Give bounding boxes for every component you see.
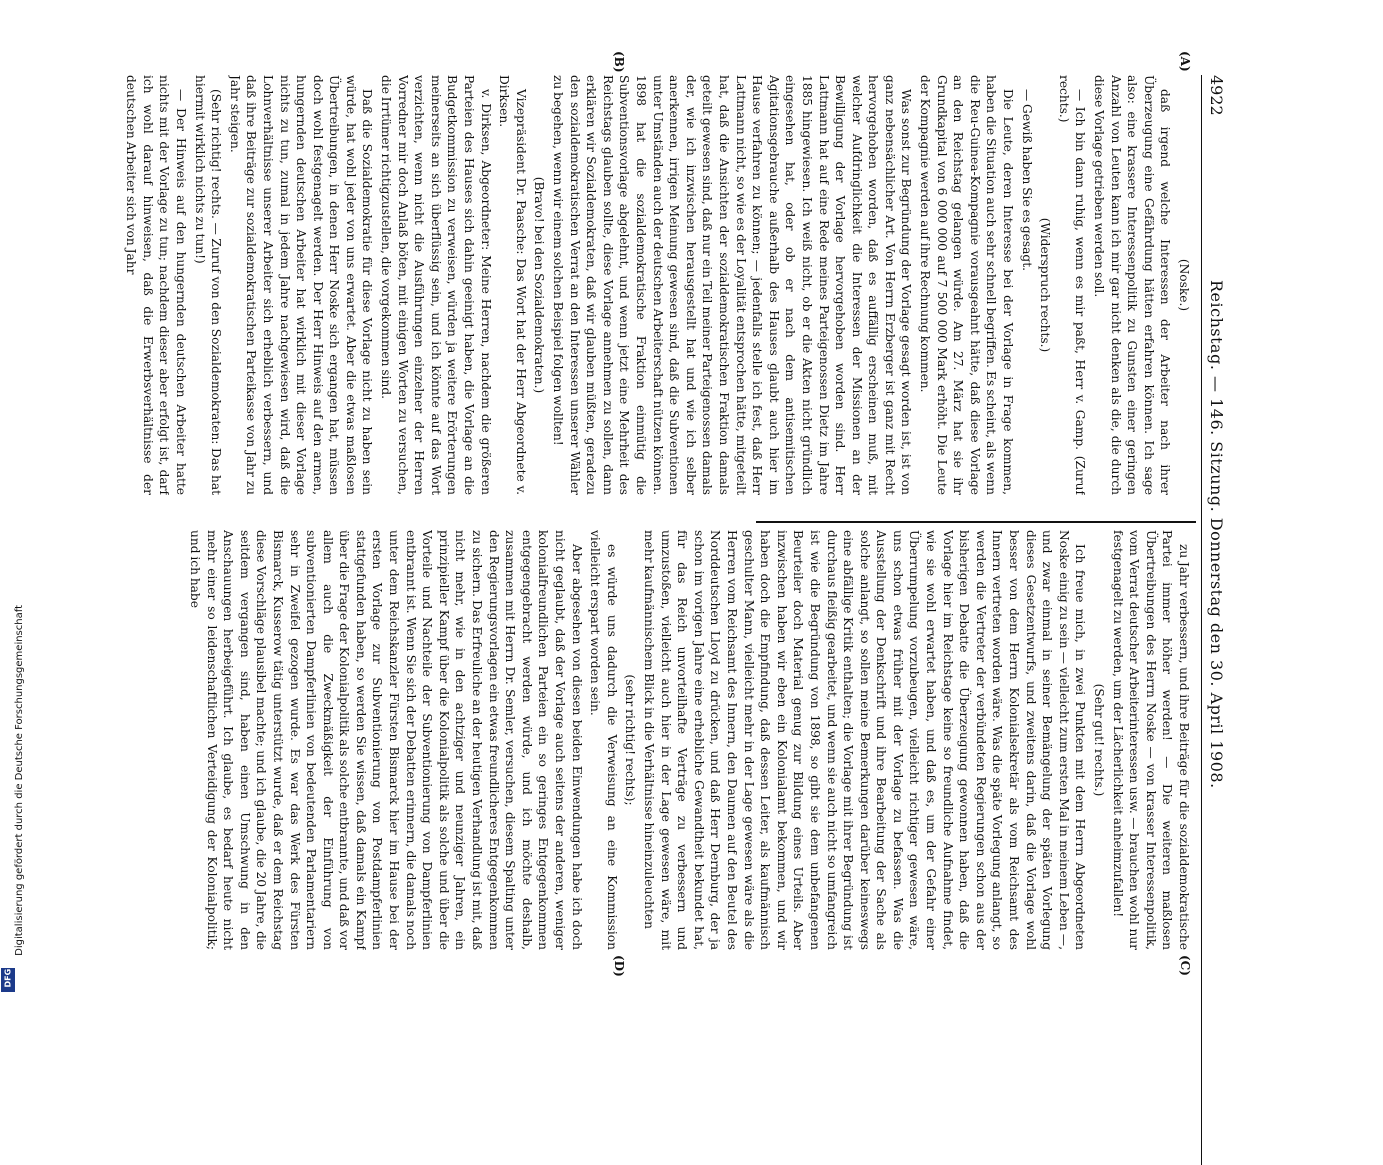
digitization-credit bbox=[2, 605, 25, 995]
left-column-paragraph: Die Leute, deren Interesse bei der Vorlage in Frage kommen, haben die Situation auch sehr schnell begriffen. Es scheint, als wenn die Reu-Guinea-Kompagnie vorausgeahnt hätte, daß diese Vorlage an den Reichstag gelangen würde. Am 27. März hat sie ihr Grundkapital von 6 000 000 auf 7 500 000 Mark erhöht. Die Leute der Kompagnie werden auf ihre Rechnung kommen. bbox=[918, 75, 1016, 495]
right-column bbox=[184, 530, 1192, 950]
right-column-paragraph: Ich freue mich, in zwei Punkten mit dem Herrn Abgeordneten Noske einig zu sein — vielleicht zum ersten Mal in meinem Leben —, und zwar einmal in seiner Bemängelung der späten Vorlegung dieses Gesetzentwurfs, und zweitens darin, daß die Vorlage wohl besser von dem Herrn Kolonialsekretär als vom Reichsamt des Innern vertreten worden wäre. Was die späte Vorlegung anlangt, so werden die Vertreter der verbündeten Regierungen schon aus der bisherigen Debatte die Überzeugung gewonnen haben, daß die Vorlage hier im Reichstage keine so freundliche Aufnahme findet, wie sie wohl erwartet haben, und daß es, um der Gefahr einer Überrumpelung vorzubeugen, vielleicht richtiger gewesen wäre, uns schon etwas früher mit der Vorlage zu befassen. Was die Ausstellung der Denkschrift und ihre Bearbeitung der Sache als solche anlangt, so sollen meine Bemerkungen darüber keineswegs eine abfällige Kritik enthalten; die Vorlage mit ihrer Begründung ist durchaus fleißig gearbeitet, und wenn sie auch nicht so umfangreich ist wie die Begründung von 1898, so gibt sie dem unbefangenen Beurteiler doch Material genug zur Bildung eines Urteils. Aber inzwischen haben wir eben ein Kolonialamt bekommen, und wir haben doch die Empfindung, daß dessen Leiter, als kaufmännisch geschulter Mann, vielleicht mehr in der Lage gewesen wäre als die Herren vom Reichsamt des Innern, den Daumen auf den Beutel des Norddeutschen Lloyd zu drücken, und daß Herr Dernburg, der ja schon im vorigen Jahre eine erhebliche Gewandtheit bekundet hat, für das Reich unvorteilhafte Verträge zu verbessern und umzustoßen, vielleicht auch hier in der Lage gewesen wäre, mit mehr kaufmännischem Blick in die Verhältnisse hineinzuleuchten bbox=[642, 530, 1088, 950]
left-column-paragraph: (Noske.) bbox=[1177, 258, 1191, 312]
header-rule bbox=[1201, 75, 1202, 1165]
right-column-paragraph: (Sehr gut! rechts.) bbox=[1092, 683, 1107, 797]
column-rule bbox=[756, 521, 1196, 523]
left-column-paragraph: Vizepräsident Dr. Paasche: Das Wort hat der Herr Abgeordnete v. Dirksen. bbox=[497, 75, 528, 495]
marker-a: (A) bbox=[1178, 51, 1192, 72]
marker-b: (B) bbox=[612, 51, 626, 73]
running-title: Reichstag. — 146. Sitzung. Donnerstag den 30. April 1908. bbox=[1207, 280, 1226, 789]
rotated-page-content bbox=[124, 51, 1226, 977]
left-column-paragraph: — Der Hinweis auf den hungernden deutschen Arbeiter hatte nichts mit der Vorlage zu tun; nachdem dieser aber erfolgt ist, darf ich wohl darauf hinweisen, daß die Erwerbsverhältnisse der deutschen Arbeiter sich von Jahr bbox=[124, 75, 188, 495]
right-column-paragraph: (sehr richtig! rechts); bbox=[623, 674, 638, 806]
marker-c: (C) bbox=[1178, 955, 1192, 976]
left-column-paragraph: daß irgend welche Interessen der Arbeiter nach ihrer Überzeugung eine Gefährdung hätten erfahren können. Ich sage also: eine krassere Interessenpolitik zu Gunsten einer geringen Anzahl von Leuten kann ich mir gar nicht denken als die, die durch diese Vorlage getrieben werden soll. bbox=[1092, 75, 1173, 495]
page-number: 4922 bbox=[1207, 75, 1226, 116]
marker-d: (D) bbox=[612, 955, 626, 977]
left-column-paragraph: v. Dirksen, Abgeordneter: Meine Herren, nachdem die größeren Parteien des Hauses sich dahin geeinigt haben, die Vorlage an die Budgetkommission zu verweisen, würden ja weitere Erörterungen meinerseits an sich überflüssig sein, und ich könnte auf das Wort verzichten, wenn nicht die Ausführungen einzelner der Herren Vorredner mir doch Anlaß böten, mit einigen Worten zu versuchen, die Irrtümer richtigzustellen, die vorgekommen sind. bbox=[379, 75, 493, 495]
left-column-paragraph: Was sonst zur Begründung der Vorlage gesagt worden ist, ist von ganz nebensächlicher Art. Von Herrn Erzberger ist ganz mit Recht hervorgehoben worden, daß es auffällig erscheinen muß, mit welcher Aufdringlichkeit die Interessen der Missionen an der Bewilligung der Vorlage hervorgehoben worden sind. Herr Lattmann hat auf eine Rede meines Parteigenossen Dietz im Jahre 1885 hingewiesen. Ich weiß nicht, ob er die Akten nicht gründlich eingesehen hat, oder ob er nach dem antisemitischen Agitationsgebrauche außerhalb des Hauses glaubt auch hier im Hause verfahren zu können; — jedenfalls stelle ich fest, daß Herr Lattmann nicht, so wie es der Loyalität entsprochen hätte, mitgeteilt hat, daß die Ansichten der sozialdemokratischen Fraktion damals geteilt gewesen sind, daß nur ein Teil meiner Parteigenossen damals der, wie ich inzwischen herausgestellt hat und wie ich selber anerkennen, irrigen Meinung gewesen sind, daß die Subventionen unter Umständen auch der deutschen Arbeiterschaft nützen können. 1898 hat die sozialdemokratische Fraktion einmütig die Subventionsvorlage abgelehnt, und wenn jetzt eine Mehrheit des Reichstags glauben sollte, diese Vorlage annehmen zu sollen, dann erklären wir Sozialdemokraten, daß wir glauben müßten, geradezu den sozialdemokratischen Verrat an den Interessen unserer Wähler zu begehen, wenn wir einem solchen Beispiel folgen wollten! bbox=[551, 75, 914, 495]
right-column-paragraph: es würde uns dadurch die Verweisung an eine Kommission vielleicht erspart worden sein. bbox=[588, 530, 619, 950]
credit-text: Digitalisierung gefördert durch die Deutsche Forschungsgemeinschaft bbox=[14, 605, 25, 956]
left-column-paragraph: — Gewiß haben Sie es gesagt. bbox=[1019, 89, 1034, 271]
left-column bbox=[121, 75, 1192, 495]
left-column-paragraph: Daß die Sozialdemokratie für diese Vorlage nicht zu haben sein würde, hat wohl jeder von uns erwartet. Aber die etwas maßlosen Übertreibungen, in denen Herr Noske sich ergangen hat, müssen doch wohl festgenagelt werden. Der Herr Hinweis auf den armen, hungernden deutschen Arbeiter hat wirklich mit dieser Vorlage nichts zu tun, zumal in jedem Jahre nachgewiesen wird, daß die Lohnverhältnisse unserer Arbeiter sich erheblich verbessern, und daß ihre Beiträge zur sozialdemokratischen Parteikasse von Jahr zu Jahr steigen. bbox=[227, 75, 375, 495]
left-column-paragraph: — Ich bin dann ruhig, wenn es mir paßt, Herr v. Gamp. (Zuruf rechts.) bbox=[1056, 75, 1088, 495]
left-column-paragraph: (Widerspruch rechts.) bbox=[1038, 217, 1053, 353]
right-column-paragraph: Aber abgesehen von diesen beiden Einwendungen habe ich doch nicht geglaubt, daß der Vorlage auch seitens der anderen, weniger kolonialfreundlichen Parteien ein so geringes Entgegenkommen entgegengebracht werden würde, und ich möchte deshalb, zusammen mit Herrn Dr. Semler, versuchen, diesem Spalting unter den Regierungsvorlagen ein etwas freundlicheres Entgegenkommen zu sichern. Das Erfreuliche an der heutigen Verhandlung ist mit, daß nicht mehr, wie in den achtziger und neunziger Jahren, ein prinzipieller Kampf über die Kolonialpolitik als solche und über die Vorteile und Nachteile der Subventionierung von Dampferlinien entbrannt ist. Wenn Sie sich der Debatten erinnern, die damals noch unter dem Reichskanzler Fürsten Bismarck hier im Hause bei der ersten Vorlage zur Subventionierung von Postdampferlinien stattgefunden haben, so werden Sie wissen, daß damals ein Kampf über die Frage der Kolonialpolitik als solche entbrannte, und daß vor allem auch die Zweckmäßigkeit der Einführung von subventionierten Dampferlinien von bedeutenden Parlamentariern sehr in Zweifel gezogen wurde. Es war das Werk des Fürsten Bismarck, Kusserow tätig unterstützt wurde, daß er dem Reichstag diese Vorschläge plausibel machte; und ich glaube, die 20 Jahre, die seitdem vergangen sind, haben einen Umschwung in den Anschauungen herbeigeführt. Ich glaube, es bedarf heute nicht mehr einer so leidenschaftlichen Verteidigung der Kolonialpolitik; und ich habe bbox=[187, 530, 584, 950]
left-column-paragraph: (Bravo! bei den Sozialdemokraten.) bbox=[532, 176, 547, 394]
left-column-paragraph: (Sehr richtig! rechts. — Zuruf von den Sozialdemokraten: Das hat hiermit wirklich nichts zu tun!) bbox=[192, 75, 224, 495]
right-column-paragraph: zu Jahr verbessern, und ihre Beiträge für die sozialdemokratische Partei immer höher werden! — Die weiteren maßlosen Übertreibungen des Herrn Noske — von krasser Interessenpolitik, vom Verrat deutscher Arbeiterinteressen usw. — brauchen wohl nur festgenagelt zu werden, um der Lächerlichkeit anheimzufallen! bbox=[1110, 530, 1191, 950]
dfg-logo: DFG bbox=[1, 968, 15, 992]
